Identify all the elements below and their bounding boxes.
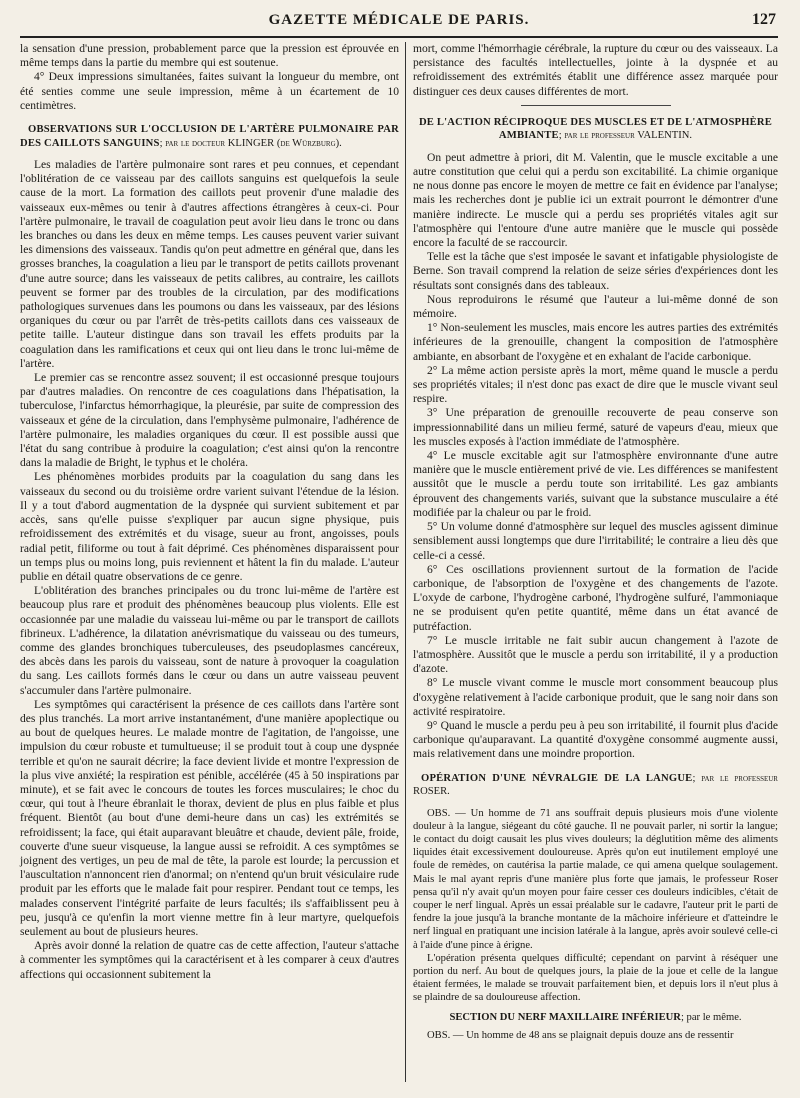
section-heading-valentin [413,116,778,143]
list-item: 9° Quand le muscle a perdu peu à peu son irritabilité, il fournit plus d'acide carbonique qu'auparavant. La quantité d'oxygène consommé augmente aussi, mais relativement dans une moindre proportion. [413,719,778,761]
paragraph: Les maladies de l'artère pulmonaire sont rares et peu connues, et cependant l'oblitération de ce vaisseau par des caillots sanguins est quelquefois la seule cause de la mort. La formation des caillots peut provenir d'une maladie des vaisseaux eux-mêmes ou tenir à d'autres affections étrangères à ceux-ci. Pour l'artère pulmonaire, le travail de coagulation peut avoir lieu dans le tronc ou dans les branches ou dans les deux en même temps. Les causes peuvent varier suivant les dimensions des vaisseaux. Tandis qu'on peut admettre en général que, dans les grosses branches, la coagulation a lieu par le transport de petits caillots provenant d'une autre source; dans les vaisseaux de petits calibres, au contraire, les caillots peuvent se former par des troubles de la circulation, par des modifications pathologiques survenues dans les poumons ou dans les vaisseaux, par des lésions organiques du cœur ou par l'arrêt de très-petits caillots dans ces vaisseaux de petite taille. L'auteur distingue dans son travail les effets produits par la coagulation dans les ramifications et ceux qui ont lieu dans le tronc lui-même de l'artère. [20,159,399,370]
list-item: 4° Le muscle excitable agit sur l'atmosphère environnante d'une autre manière que le muscle entièrement privé de vie. Les différences se manifestent aussitôt que le muscle a perdu toute son irritabilité. Les gaz ambiants éprouvent des changements variés, suivant que la substance musculaire a été modifiée par la chaleur ou par le froid. [413,450,778,519]
section-author: ; par le professeur VALENTIN. [558,130,693,142]
paragraph: Les symptômes qui caractérisent la présence de ces caillots dans l'artère sont des plus tranchés. La mort arrive instantanément, d'une manière apoplectique ou au bout de quelques heures. Le malade montre de l'agitation, de l'angoisse, une impulsion du cœur robuste et tumultueuse; il se produit tout à coup une dyspnée terrible et qu'on ne saurait décrire; la face devient livide et montre l'expression de la plus vive anxiété; la respiration est pénible, accélérée (45 à 50 inspirations par minute), et se fait avec le concours de toutes les forces musculaires; le choc du cœur, qui tout à l'heure ébranlait le thorax, devient de plus en plus faible et plus fréquent. Bientôt (au bout d'une demi-heure dans un cas) les extrémités se refroidissent; la face, qui était auparavant bleuâtre et chaude, devient pâle, froide, couverte d'une sueur visqueuse, la langue aussi se refroidit. A ces symptômes se joignent des vertiges, un peu de mal de tête, la parole est lourde; la percussion et l'auscultation n'annoncent rien d'anormal; on n'entend qu'un bruit vésiculaire rude produit par les efforts que le malade fait pour respirer. Pendant tout ce temps, les malades conservent l'intégrité parfaite de leurs facultés; ils s'affaiblissent peu à peu, jusqu'à ce qu'enfin la mort vienne mettre fin à leur martyre, quelquefois seulement au bout de plusieurs heures. [20,698,399,938]
list-item: 7° Le muscle irritable ne fait subir aucun changement à l'azote de l'atmosphère. Aussitôt que le muscle a perdu son irritabilité, il y a production d'azote. [413,634,778,676]
section-author: ; par le même. [680,1011,742,1023]
paragraph: Les phénomènes morbides produits par la coagulation du sang dans les vaisseaux du second ou du troisième ordre varient suivant l'étendue de la lésion. Il y a tout d'abord augmentation de la dyspnée qui survient subitement et par accès, sans qu'elle puisse s'expliquer par aucun signe physique, puis refroidissement des extrémités et du visage, sueur au front, angoisses, pouls radial petit, filiforme ou tout à fait déprimé. Ces phénomènes disparaissent pour un temps plus ou moins long, puis reviennent et hâtent la fin du malade. L'auteur publie en détail quatre observations de ce genre. [20,471,399,583]
section-author: ; par le professeur ROSER. [413,772,778,798]
paragraph: Après avoir donné la relation de quatre cas de cette affection, l'auteur s'attache à commenter les symptômes qui la caractérisent et à les comparer à ceux d'autres affections qui occasionnent subitement la [20,940,399,981]
section-author: ; par le docteur KLINGER (de Würzburg). [159,137,342,149]
list-item: 5° Un volume donné d'atmosphère sur lequel des muscles agissent diminue sensiblement aussi longtemps que dure l'irritabilité; le contraire a lieu dès que celle-ci a cessé. [413,521,778,562]
section-title: SECTION DU NERF MAXILLAIRE INFÉRIEUR [449,1011,681,1023]
paragraph: Le premier cas se rencontre assez souvent; il est occasionné presque toujours par d'autres maladies. On rencontre de ces coagulations dans l'hépatisation, la tuberculose, l'infarctus hémorrhagique, la pleurésie, par suite de compression des vaisseaux et géne de la circulation, dans l'emphysème pulmonaire, l'adhérence de l'artère pulmonaire, les maladies organiques du cœur. Il est possible aussi que l'état du sang contribue à produire la coagulation; c'est ainsi qu'on la rencontre dans la maladie de Bright, le typhus et le choléra. [20,372,399,470]
section-heading-klinger [20,123,399,150]
journal-title: GAZETTE MÉDICALE DE PARIS. [268,12,530,28]
list-item: 1° Non-seulement les muscles, mais encore les autres parties des extrémités inférieures de la grenouille, changent la composition de l'atmosphère ambiante, en absorbant de l'oxygène et en exhalant de l'acide carbonique. [413,322,778,363]
list-item: 8° Le muscle vivant comme le muscle mort consomment beaucoup plus d'oxygène relativement à l'acide carbonique produit, que le sang noir dans son activité respiratoire. [413,677,778,718]
right-column [405,42,778,1042]
two-column-body [20,42,778,1042]
paragraph: la sensation d'une pression, probablement parce que la pression est éprouvée en même temps dans la partie du membre qui est soutenue. [20,43,399,70]
section-title: DE L'ACTION RÉCIPROQUE DES MUSCLES ET DE L'ATMOSPHÈRE AMBIANTE [418,116,773,142]
left-column [20,42,405,1042]
section-heading-roser [413,772,778,799]
paragraph: 4° Deux impressions simultanées, faites suivant la longueur du membre, ont été senties comme une seule impression, même à un écartement de 10 centimètres. [20,71,399,112]
section-title: OPÉRATION D'UNE NÉVRALGIE DE LA LANGUE [421,772,693,784]
page-number: 127 [752,11,776,28]
observation-paragraph: L'opération présenta quelques difficulté; cependant on parvint à réséquer une portion du nerf. Au bout de quelques jours, la plaie de la joue et celle de la langue étaient fermées, le malade se trouvait parfaitement bien, et depuis lors il n'eut plus à se plaindre de sa douloureuse affection. [413,952,778,1004]
section-title: OBSERVATIONS SUR L'OCCLUSION DE L'ARTÈRE PULMONAIRE PAR DES CAILLOTS SANGUINS [20,124,399,149]
paragraph: Telle est la tâche que s'est imposée le savant et infatigable physiologiste de Berne. Son travail comprend la relation de seize séries d'expériences dont les résultats sont consignés dans des tableaux. [413,251,778,292]
list-item: 6° Ces oscillations proviennent surtout de la formation de l'acide carbonique, de l'absorption de l'oxygène et des changements de l'azote. L'oxyde de carbone, l'hydrogène carboné, l'hydrogène sulfuré, l'ammoniaque ne se produisent qu'en petite quantité, même dans un état avancé de putréfaction. [413,563,778,633]
column-divider [405,42,406,1082]
list-item: 3° Une préparation de grenouille recouverte de peau conserve son impressionnabilité dans un milieu fermé, saturé de vapeurs d'eau, mieux que les muscles exposés à l'action immédiate de l'atmosphère. [413,407,778,448]
observation-paragraph: OBS. — Un homme de 48 ans se plaignait depuis douze ans de ressentir [427,1029,734,1041]
page-header [20,10,778,32]
paragraph: Nous reproduirons le résumé que l'auteur a lui-même donné de son mémoire. [413,293,778,321]
header-rule [20,36,778,38]
section-heading-maxillaire [413,1011,778,1025]
observation-paragraph: OBS. — Un homme de 71 ans souffrait depuis plusieurs mois d'une violente douleur à la langue, siégeant du côté gauche. Il ne pouvait parler, ni sortir la langue; le contact du doigt causait les plus vives douleurs; la déglutition même des aliments liquides était excessivement douloureuse. Après qu'on eut inutilement employé une foule de remèdes, on cautérisa la partie malade, ce qui amena quelque soulagement. Mais le mal ayant repris d'une manière plus forte que jamais, le professeur Roser pensa qu'il n'y avait qu'un moyen pour faire cesser ces douleurs indicibles, c'était de couper le nerf lingual. Après un essai préalable sur le cadavre, l'auteur prit le parti de fendre la joue jusqu'à la branche montante de la mâchoire inférieure et d'atteindre le nerf lingual en pratiquant une incision latérale à la langue, après avoir soulevé celle-ci à l'aide d'une pince à érigne. [413,807,778,951]
list-item: 2° La même action persiste après la mort, même quand le muscle a perdu ses propriétés vitales; il n'est donc pas exact de dire que le muscle vivant seul respire. [413,364,778,406]
paragraph: On peut admettre à priori, dit M. Valentin, que le muscle excitable a une autre constitution que celui qui a perdu son excitabilité. La chimie organique ne nous donne pas encore le moyen de mettre ce fait en évidence par l'analyse; mais les recherches dont je publie ici un extrait pourront le démontrer d'une manière indirecte. Le muscle qui a perdu ses propriétés vitales agit sur l'atmosphère qui l'entoure d'une autre manière que le muscle qui possède encore la faculté de se raccourcir. [413,151,778,250]
paragraph: L'oblitération des branches principales ou du tronc lui-même de l'artère est beaucoup plus rare et produit des phénomènes beaucoup plus violents. Elle est occasionnée par une maladie du vaisseau lui-même ou par le transport de caillots fibrineux. L'adhérence, la dilatation anévrismatique du vaisseau ou des tumeurs, comme des glandes bronchiques tuberculeuses, des pseudoplasmes cancéreux, des abcès dans les parois du vaisseau, sont de nature à provoquer la coagulation du sang. Les caillots formés dans le cœur ou dans un autre vaisseau peuvent s'accumuler dans l'artère pulmonaire. [20,585,399,697]
section-separator [521,105,671,106]
paragraph: mort, comme l'hémorrhagie cérébrale, la rupture du cœur ou des vaisseaux. La persistance des facultés intellectuelles, jointe à la dyspnée et au refroidissement des extrémités établit une différence assez marquée pour distinguer ces deux causes différentes de mort. [413,43,778,98]
